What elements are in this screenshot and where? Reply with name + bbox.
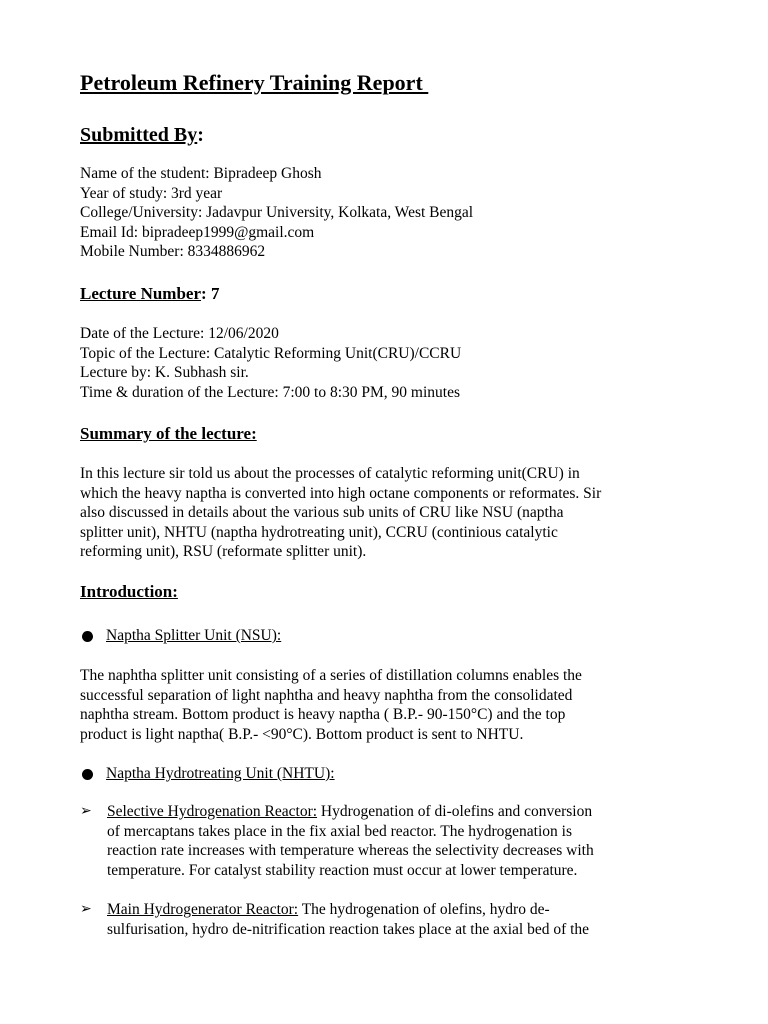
nsu-line: successful separation of light naphtha and heavy naphtha from the consolidated: [80, 686, 573, 704]
bullet-dot-icon: [82, 631, 93, 642]
nsu-bullet-label: Naptha Splitter Unit (NSU):: [106, 627, 282, 644]
nsu-line: product is light naptha( B.P.- <90°C). Bottom product is sent to NHTU.: [80, 725, 524, 743]
nsu-line: naphtha stream. Bottom product is heavy naptha ( B.P.- 90-150°C) and the top: [80, 706, 566, 723]
summary-line: splitter unit), NHTU (naptha hydrotreating unit), CCRU (continious catalytic: [80, 523, 558, 541]
lecture-number-heading: [80, 284, 219, 304]
summary-heading: Summary of the lecture:: [80, 424, 257, 443]
lecture-number-value: : 7: [201, 284, 220, 303]
nhtu-bullet-label: Naptha Hydrotreating Unit (NHTU):: [106, 765, 335, 782]
arrow-bullet-icon: ➢: [80, 902, 92, 917]
submitted-by-heading: [80, 124, 204, 147]
selective-reactor-label: Selective Hydrogenation Reactor:: [107, 803, 318, 820]
selective-line: of mercaptans takes place in the fix axial bed reactor. The hydrogenation is: [107, 822, 572, 840]
selective-line: reaction rate increases with temperature whereas the selectivity decreases with: [107, 842, 594, 859]
selective-hydrogenation-item: [80, 802, 708, 880]
summary-line: also discussed in details about the various sub units of CRU like NSU (naptha: [80, 504, 564, 521]
introduction-heading: Introduction:: [80, 582, 178, 601]
email-id: Email Id: bipradeep1999@gmail.com: [80, 223, 315, 241]
nsu-paragraph: [80, 666, 708, 744]
main-hydrogenerator-item: [80, 900, 708, 939]
student-details: [80, 164, 708, 262]
lecture-time: Time & duration of the Lecture: 7:00 to 8:30 PM, 90 minutes: [80, 383, 461, 401]
main-line: sulfurisation, hydro de-nitrification reaction takes place at the axial bed of the: [107, 920, 590, 938]
selective-reactor-text: Hydrogenation of di-olefins and conversion: [317, 803, 593, 820]
submitted-by-colon: :: [197, 124, 204, 146]
summary-line: reforming unit), RSU (reformate splitter unit).: [80, 543, 367, 560]
bullet-nhtu: [80, 765, 335, 783]
bullet-dot-icon: [82, 769, 93, 780]
bullet-nsu: [80, 627, 281, 645]
main-reactor-text: The hydrogenation of olefins, hydro de-: [298, 901, 550, 918]
selective-line: temperature. For catalyst stability reaction must occur at lower temperature.: [107, 861, 578, 879]
nsu-line: The naphtha splitter unit consisting of a series of distillation columns enables the: [80, 667, 582, 684]
summary-paragraph: [80, 464, 708, 562]
submitted-by-label: Submitted By: [80, 124, 198, 146]
main-reactor-label: Main Hydrogenerator Reactor:: [107, 901, 299, 918]
summary-line: In this lecture sir told us about the processes of catalytic reforming unit(CRU) in: [80, 465, 580, 482]
lecture-details: [80, 324, 708, 402]
lecture-date: Date of the Lecture: 12/06/2020: [80, 325, 279, 342]
year-of-study: Year of study: 3rd year: [80, 184, 223, 202]
summary-line: which the heavy naptha is converted into high octane components or reformates. Sir: [80, 484, 602, 502]
mobile-number: Mobile Number: 8334886962: [80, 243, 266, 260]
arrow-bullet-icon: ➢: [80, 804, 92, 819]
report-title: Petroleum Refinery Training Report: [80, 70, 429, 95]
lecture-number-label: Lecture Number: [80, 284, 202, 303]
student-name: Name of the student: Bipradeep Ghosh: [80, 165, 322, 182]
lecture-topic: Topic of the Lecture: Catalytic Reforming Unit(CRU)/CCRU: [80, 344, 462, 362]
college: College/University: Jadavpur University, Kolkata, West Bengal: [80, 204, 474, 221]
lecture-by: Lecture by: K. Subhash sir.: [80, 364, 249, 381]
